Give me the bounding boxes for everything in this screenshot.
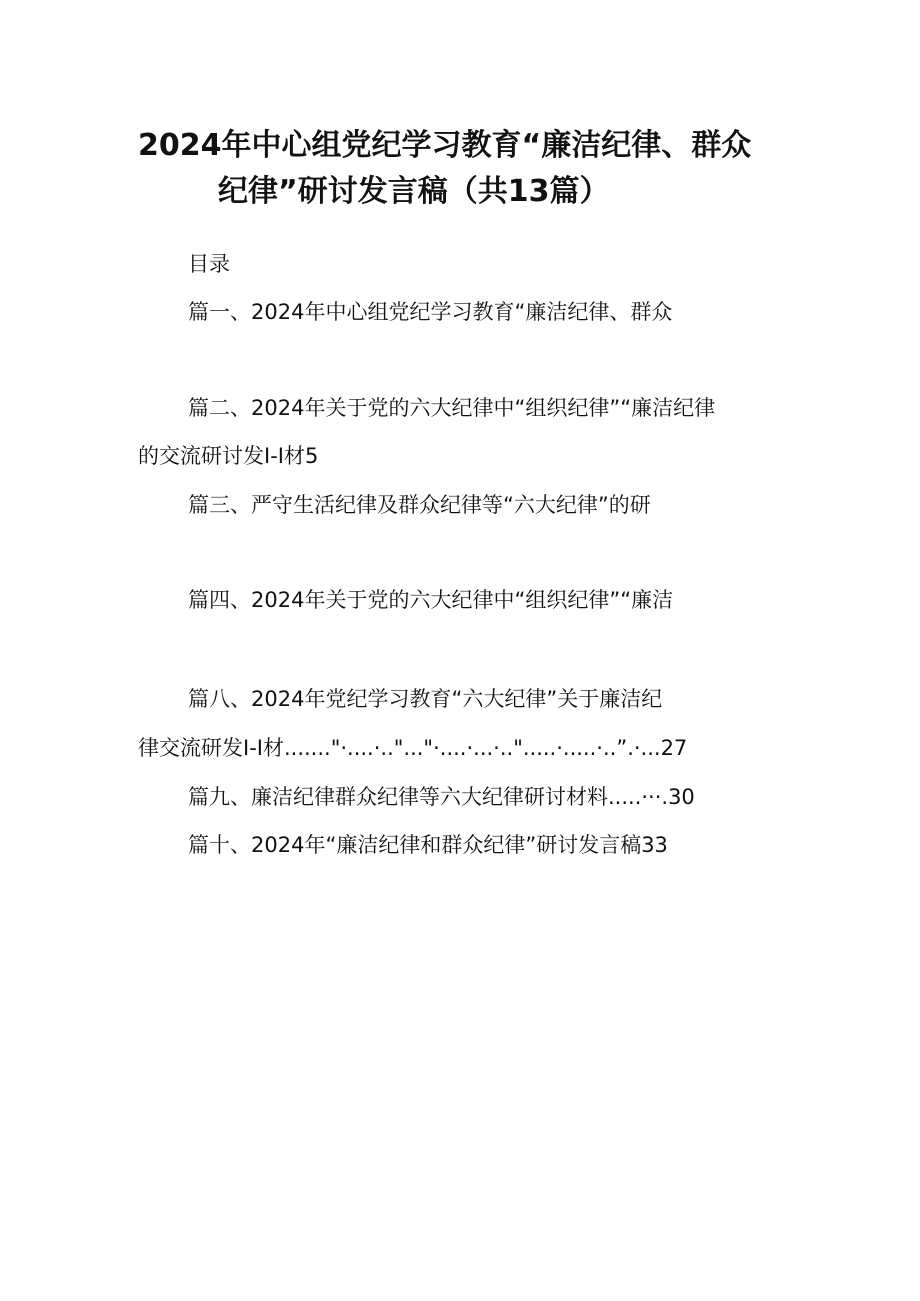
document-title-line-1: 2024年中心组党纪学习教育“廉洁纪律、群众 — [138, 128, 752, 163]
toc-entry-2[interactable]: 篇二、2024年关于党的六大纪律中“组织纪律”“廉洁纪律 — [188, 396, 716, 420]
toc-entry-8[interactable]: 篇八、2024年党纪学习教育“六大纪律”关于廉洁纪 — [188, 687, 663, 711]
toc-entry-4[interactable]: 篇四、2024年关于党的六大纪律中“组织纪律”“廉洁 — [188, 588, 674, 612]
toc-entry-3[interactable]: 篇三、严守生活纪律及群众纪律等“六大纪律”的研 — [188, 493, 651, 517]
toc-entry-8-continuation[interactable]: 律交流研发I-I材......."·....·.."..."·....·...·..".....·.....·..”.·...27 — [138, 736, 688, 760]
toc-entry-1[interactable]: 篇一、2024年中心组党纪学习教育“廉洁纪律、群众 — [188, 300, 673, 324]
toc-entry-9[interactable]: 篇九、廉洁纪律群众纪律等六大纪律研讨材料.....···.30 — [188, 785, 695, 809]
document-title-line-2: 纪律”研讨发言稿（共13篇） — [218, 174, 610, 209]
toc-entry-10[interactable]: 篇十、2024年“廉洁纪律和群众纪律”研讨发言稿33 — [188, 833, 668, 857]
toc-heading: 目录 — [188, 252, 230, 276]
toc-entry-2-continuation[interactable]: 的交流研讨发I-I材5 — [138, 444, 319, 468]
